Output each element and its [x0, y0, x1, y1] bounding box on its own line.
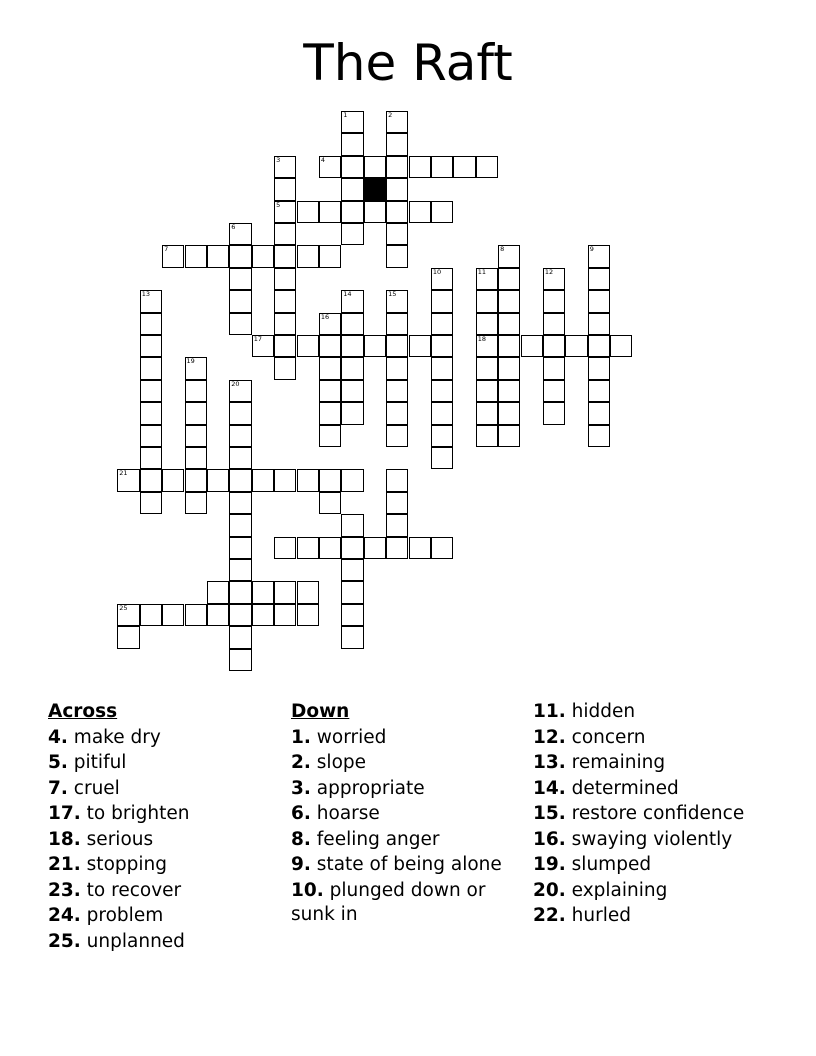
- clue-number: 18: [477, 335, 486, 343]
- grid-cell[interactable]: [185, 245, 207, 267]
- clue-text: state of being alone: [316, 854, 502, 875]
- grid-cell[interactable]: [521, 335, 543, 357]
- grid-cell[interactable]: [229, 649, 251, 671]
- grid-cell[interactable]: [341, 581, 363, 603]
- black-square: [364, 178, 386, 200]
- grid-cell[interactable]: [229, 514, 251, 536]
- grid-cell[interactable]: [431, 201, 453, 223]
- clue-text: explaining: [571, 879, 668, 901]
- grid-cell[interactable]: [341, 178, 363, 200]
- clue-num: 12.: [533, 726, 566, 748]
- grid-cell[interactable]: [229, 268, 251, 290]
- grid-cell[interactable]: [319, 201, 341, 223]
- across-heading: Across: [48, 701, 118, 722]
- grid-cell[interactable]: [229, 425, 251, 447]
- grid-cell[interactable]: [140, 425, 162, 447]
- grid-cell[interactable]: [498, 335, 520, 357]
- clue-number: 1: [343, 111, 348, 119]
- down-clues: [291, 700, 516, 929]
- grid-cell[interactable]: [207, 581, 229, 603]
- grid-cell[interactable]: [498, 245, 520, 267]
- clue-item: [48, 930, 273, 955]
- clue-text: hurled: [571, 905, 631, 926]
- grid-cell[interactable]: [229, 581, 251, 603]
- down-clues-continued: [533, 700, 773, 930]
- clue-num: 23.: [48, 879, 81, 901]
- clue-num: 1.: [291, 726, 311, 748]
- clue-num: 11.: [533, 701, 566, 722]
- grid-cell[interactable]: [341, 469, 363, 491]
- clue-num: 14.: [533, 777, 566, 799]
- grid-cell[interactable]: [543, 313, 565, 335]
- grid-cell[interactable]: [341, 626, 363, 648]
- grid-cell[interactable]: [364, 156, 386, 178]
- grid-cell[interactable]: [207, 245, 229, 267]
- clue-number: 2: [388, 111, 393, 119]
- clue-text: slumped: [571, 854, 652, 875]
- across-clues: [48, 700, 273, 955]
- grid-cell[interactable]: [319, 380, 341, 402]
- clue-text: swaying violently: [571, 828, 733, 850]
- clue-text: pitiful: [73, 752, 127, 773]
- clue-num: 22.: [533, 905, 566, 926]
- clue-num: 13.: [533, 752, 566, 773]
- clue-text: to recover: [86, 879, 182, 901]
- grid-cell[interactable]: [386, 425, 408, 447]
- grid-cell[interactable]: [364, 335, 386, 357]
- grid-cell[interactable]: [386, 469, 408, 491]
- grid-cell[interactable]: [297, 201, 319, 223]
- grid-cell[interactable]: [274, 245, 296, 267]
- grid-cell[interactable]: [386, 380, 408, 402]
- clue-number: 4: [320, 155, 326, 164]
- grid-cell[interactable]: [588, 245, 610, 267]
- grid-cell[interactable]: [319, 156, 341, 178]
- grid-cell[interactable]: [453, 156, 475, 178]
- clue-text: concern: [571, 726, 646, 748]
- clue-item: [533, 700, 773, 725]
- grid-cell[interactable]: [274, 201, 296, 223]
- clue-text: hidden: [571, 701, 636, 722]
- clue-number: 15: [388, 290, 397, 299]
- grid-cell[interactable]: [341, 201, 363, 223]
- grid-cell[interactable]: [476, 335, 498, 357]
- grid-cell[interactable]: [386, 223, 408, 245]
- clue-item: [291, 879, 516, 928]
- clue-text: hoarse: [316, 803, 380, 824]
- grid-cell[interactable]: [543, 402, 565, 424]
- clue-text: cruel: [73, 777, 120, 799]
- grid-cell[interactable]: [185, 492, 207, 514]
- clue-number: 9: [589, 245, 594, 254]
- clue-num: 21.: [48, 854, 81, 875]
- grid-cell[interactable]: [229, 290, 251, 312]
- grid-cell[interactable]: [386, 111, 408, 133]
- grid-cell[interactable]: [274, 268, 296, 290]
- grid-cell[interactable]: [297, 604, 319, 626]
- grid-cell[interactable]: [341, 313, 363, 335]
- clue-item: [48, 726, 273, 751]
- grid-cell[interactable]: [252, 469, 274, 491]
- grid-cell[interactable]: [117, 469, 139, 491]
- grid-cell[interactable]: [565, 335, 587, 357]
- clue-text: to brighten: [86, 803, 190, 824]
- clue-number: 21: [119, 469, 128, 478]
- clue-item: [48, 828, 273, 853]
- grid-cell[interactable]: [341, 559, 363, 581]
- grid-cell[interactable]: [140, 290, 162, 312]
- clue-item: [533, 879, 773, 904]
- grid-cell[interactable]: [498, 290, 520, 312]
- grid-cell[interactable]: [588, 380, 610, 402]
- grid-cell[interactable]: [341, 357, 363, 379]
- grid-cell[interactable]: [409, 335, 431, 357]
- grid-cell[interactable]: [162, 469, 184, 491]
- clue-number: 6: [231, 223, 236, 231]
- grid-cell[interactable]: [409, 201, 431, 223]
- grid-cell[interactable]: [431, 335, 453, 357]
- grid-cell[interactable]: [229, 313, 251, 335]
- grid-cell[interactable]: [386, 514, 408, 536]
- grid-cell[interactable]: [386, 178, 408, 200]
- clue-text: restore confidence: [571, 803, 745, 824]
- grid-cell[interactable]: [341, 156, 363, 178]
- grid-cell[interactable]: [588, 335, 610, 357]
- grid-cell[interactable]: [297, 537, 319, 559]
- clue-text: stopping: [86, 854, 167, 875]
- grid-cell[interactable]: [543, 380, 565, 402]
- grid-cell[interactable]: [319, 425, 341, 447]
- grid-cell[interactable]: [588, 313, 610, 335]
- grid-cell[interactable]: [140, 313, 162, 335]
- grid-cell[interactable]: [386, 357, 408, 379]
- clue-num: 18.: [48, 828, 81, 850]
- grid-cell[interactable]: [386, 290, 408, 312]
- clue-item: [291, 726, 516, 751]
- grid-cell[interactable]: [229, 559, 251, 581]
- clue-number: 5: [276, 200, 281, 209]
- clue-item: [291, 853, 516, 878]
- grid-cell[interactable]: [409, 156, 431, 178]
- clue-number: 11: [477, 267, 486, 276]
- grid-cell[interactable]: [498, 313, 520, 335]
- clue-number: 25: [119, 603, 128, 612]
- grid-cell[interactable]: [252, 581, 274, 603]
- grid-cell[interactable]: [386, 537, 408, 559]
- clue-text: unplanned: [86, 930, 185, 952]
- clue-item: [533, 828, 773, 853]
- grid-cell[interactable]: [252, 335, 274, 357]
- grid-cell[interactable]: [386, 492, 408, 514]
- grid-cell[interactable]: [229, 626, 251, 648]
- clue-item: [291, 751, 516, 776]
- grid-cell[interactable]: [117, 626, 139, 648]
- grid-cell[interactable]: [274, 223, 296, 245]
- grid-cell[interactable]: [162, 604, 184, 626]
- grid-cell[interactable]: [341, 402, 363, 424]
- grid-cell[interactable]: [274, 537, 296, 559]
- grid-cell[interactable]: [319, 313, 341, 335]
- clue-item: [533, 802, 773, 827]
- grid-cell[interactable]: [207, 604, 229, 626]
- grid-cell[interactable]: [252, 245, 274, 267]
- grid-cell[interactable]: [140, 447, 162, 469]
- grid-cell[interactable]: [341, 604, 363, 626]
- grid-cell[interactable]: [431, 402, 453, 424]
- grid-cell[interactable]: [386, 133, 408, 155]
- grid-cell[interactable]: [431, 380, 453, 402]
- grid-cell[interactable]: [588, 268, 610, 290]
- clue-number: 20: [231, 379, 240, 388]
- grid-cell[interactable]: [229, 604, 251, 626]
- grid-cell[interactable]: [185, 604, 207, 626]
- clue-number: 16: [320, 312, 330, 321]
- grid-cell[interactable]: [431, 357, 453, 379]
- grid-cell[interactable]: [319, 357, 341, 379]
- clue-num: 3.: [291, 777, 311, 799]
- clue-num: 20.: [533, 879, 566, 901]
- grid-cell[interactable]: [274, 581, 296, 603]
- grid-cell[interactable]: [543, 290, 565, 312]
- clue-number: 17: [253, 335, 262, 343]
- grid-cell[interactable]: [498, 357, 520, 379]
- clue-num: 19.: [533, 854, 566, 875]
- grid-cell[interactable]: [476, 290, 498, 312]
- grid-cell[interactable]: [140, 402, 162, 424]
- grid-cell[interactable]: [543, 357, 565, 379]
- grid-cell[interactable]: [274, 604, 296, 626]
- clue-text: appropriate: [316, 777, 425, 799]
- clue-number: 3: [276, 155, 281, 164]
- clue-number: 12: [544, 267, 554, 276]
- clue-item: [48, 904, 273, 929]
- clue-text: problem: [86, 905, 164, 926]
- clue-text: slope: [316, 752, 367, 773]
- grid-cell[interactable]: [274, 357, 296, 379]
- clue-num: 15.: [533, 803, 566, 824]
- grid-cell[interactable]: [341, 380, 363, 402]
- grid-cell[interactable]: [341, 537, 363, 559]
- clue-item: [291, 802, 516, 827]
- puzzle-title: The Raft: [303, 34, 513, 92]
- grid-cell[interactable]: [229, 537, 251, 559]
- grid-cell[interactable]: [543, 335, 565, 357]
- grid-cell[interactable]: [341, 223, 363, 245]
- clue-number: 13: [141, 290, 150, 299]
- clue-item: [291, 777, 516, 802]
- grid-cell[interactable]: [297, 581, 319, 603]
- grid-cell[interactable]: [476, 357, 498, 379]
- grid-cell[interactable]: [319, 469, 341, 491]
- clue-text: remaining: [571, 752, 666, 773]
- grid-cell[interactable]: [140, 604, 162, 626]
- clue-num: 25.: [48, 930, 81, 952]
- grid-cell[interactable]: [431, 313, 453, 335]
- grid-cell[interactable]: [386, 245, 408, 267]
- grid-cell[interactable]: [140, 335, 162, 357]
- grid-cell[interactable]: [386, 156, 408, 178]
- clue-number: 14: [343, 290, 352, 299]
- grid-cell[interactable]: [229, 380, 251, 402]
- grid-cell[interactable]: [476, 268, 498, 290]
- grid-cell[interactable]: [140, 357, 162, 379]
- clue-num: 6.: [291, 803, 311, 824]
- clue-num: 7.: [48, 777, 68, 799]
- clue-num: 4.: [48, 726, 68, 748]
- grid-cell[interactable]: [588, 290, 610, 312]
- grid-cell[interactable]: [341, 290, 363, 312]
- grid-cell[interactable]: [229, 223, 251, 245]
- grid-cell[interactable]: [319, 402, 341, 424]
- grid-cell[interactable]: [364, 537, 386, 559]
- grid-cell[interactable]: [588, 402, 610, 424]
- grid-cell[interactable]: [207, 469, 229, 491]
- grid-cell[interactable]: [431, 268, 453, 290]
- clue-number: 19: [186, 357, 195, 366]
- clue-item: [48, 853, 273, 878]
- grid-cell[interactable]: [364, 201, 386, 223]
- clue-item: [48, 751, 273, 776]
- clue-item: [533, 751, 773, 776]
- clue-num: 8.: [291, 828, 311, 850]
- grid-cell[interactable]: [341, 111, 363, 133]
- grid-cell[interactable]: [140, 469, 162, 491]
- grid-cell[interactable]: [185, 447, 207, 469]
- clue-item: [48, 879, 273, 904]
- grid-cell[interactable]: [476, 402, 498, 424]
- grid-cell[interactable]: [476, 313, 498, 335]
- grid-cell[interactable]: [610, 335, 632, 357]
- grid-cell[interactable]: [229, 469, 251, 491]
- clue-text: feeling anger: [316, 828, 440, 850]
- grid-cell[interactable]: [297, 335, 319, 357]
- clue-number: 8: [500, 245, 505, 254]
- clue-num: 9.: [291, 854, 311, 875]
- grid-cell[interactable]: [297, 245, 319, 267]
- grid-cell[interactable]: [588, 425, 610, 447]
- clue-item: [533, 777, 773, 802]
- grid-cell[interactable]: [229, 402, 251, 424]
- grid-cell[interactable]: [588, 357, 610, 379]
- grid-cell[interactable]: [386, 335, 408, 357]
- down-heading: Down: [291, 701, 350, 722]
- clue-text: make dry: [73, 726, 161, 748]
- grid-cell[interactable]: [386, 313, 408, 335]
- grid-cell[interactable]: [319, 492, 341, 514]
- grid-cell[interactable]: [498, 425, 520, 447]
- grid-cell[interactable]: [498, 380, 520, 402]
- clue-number: 10: [432, 267, 442, 276]
- grid-cell[interactable]: [431, 447, 453, 469]
- grid-cell[interactable]: [185, 469, 207, 491]
- grid-cell[interactable]: [386, 402, 408, 424]
- grid-cell[interactable]: [185, 357, 207, 379]
- grid-cell[interactable]: [274, 156, 296, 178]
- clue-item: [533, 726, 773, 751]
- clue-num: 2.: [291, 752, 311, 773]
- grid-cell[interactable]: [543, 268, 565, 290]
- clue-item: [291, 828, 516, 853]
- clue-num: 17.: [48, 803, 81, 824]
- clue-item: [533, 904, 773, 929]
- clue-text: plunged down or sunk in: [291, 879, 486, 925]
- grid-cell[interactable]: [297, 469, 319, 491]
- grid-cell[interactable]: [229, 492, 251, 514]
- grid-cell[interactable]: [140, 380, 162, 402]
- grid-cell[interactable]: [476, 380, 498, 402]
- clue-number: 7: [164, 245, 169, 254]
- grid-cell[interactable]: [185, 402, 207, 424]
- grid-cell[interactable]: [229, 447, 251, 469]
- grid-cell[interactable]: [498, 402, 520, 424]
- grid-cell[interactable]: [341, 514, 363, 536]
- clue-num: 16.: [533, 828, 566, 850]
- grid-cell[interactable]: [431, 425, 453, 447]
- grid-cell[interactable]: [274, 335, 296, 357]
- grid-cell[interactable]: [117, 604, 139, 626]
- grid-cell[interactable]: [185, 425, 207, 447]
- grid-cell[interactable]: [185, 380, 207, 402]
- grid-cell[interactable]: [140, 492, 162, 514]
- grid-cell[interactable]: [386, 201, 408, 223]
- grid-cell[interactable]: [162, 245, 184, 267]
- grid-cell[interactable]: [431, 290, 453, 312]
- grid-cell[interactable]: [341, 335, 363, 357]
- grid-cell[interactable]: [319, 335, 341, 357]
- grid-cell[interactable]: [319, 245, 341, 267]
- clue-text: serious: [86, 828, 154, 850]
- clue-item: [533, 853, 773, 878]
- clue-text: determined: [571, 777, 679, 799]
- grid-cell[interactable]: [229, 245, 251, 267]
- grid-cell[interactable]: [476, 425, 498, 447]
- grid-cell[interactable]: [319, 537, 341, 559]
- clue-text: worried: [316, 726, 387, 748]
- grid-cell[interactable]: [274, 313, 296, 335]
- grid-cell[interactable]: [274, 290, 296, 312]
- clue-num: 10.: [291, 879, 324, 901]
- grid-cell[interactable]: [498, 268, 520, 290]
- grid-cell[interactable]: [341, 133, 363, 155]
- grid-cell[interactable]: [274, 178, 296, 200]
- grid-cell[interactable]: [252, 604, 274, 626]
- grid-cell[interactable]: [409, 537, 431, 559]
- clue-num: 5.: [48, 752, 68, 773]
- clue-item: [48, 802, 273, 827]
- clue-item: [48, 777, 273, 802]
- grid-cell[interactable]: [431, 156, 453, 178]
- grid-cell[interactable]: [274, 469, 296, 491]
- clue-num: 24.: [48, 905, 81, 926]
- grid-cell[interactable]: [476, 156, 498, 178]
- grid-cell[interactable]: [431, 537, 453, 559]
